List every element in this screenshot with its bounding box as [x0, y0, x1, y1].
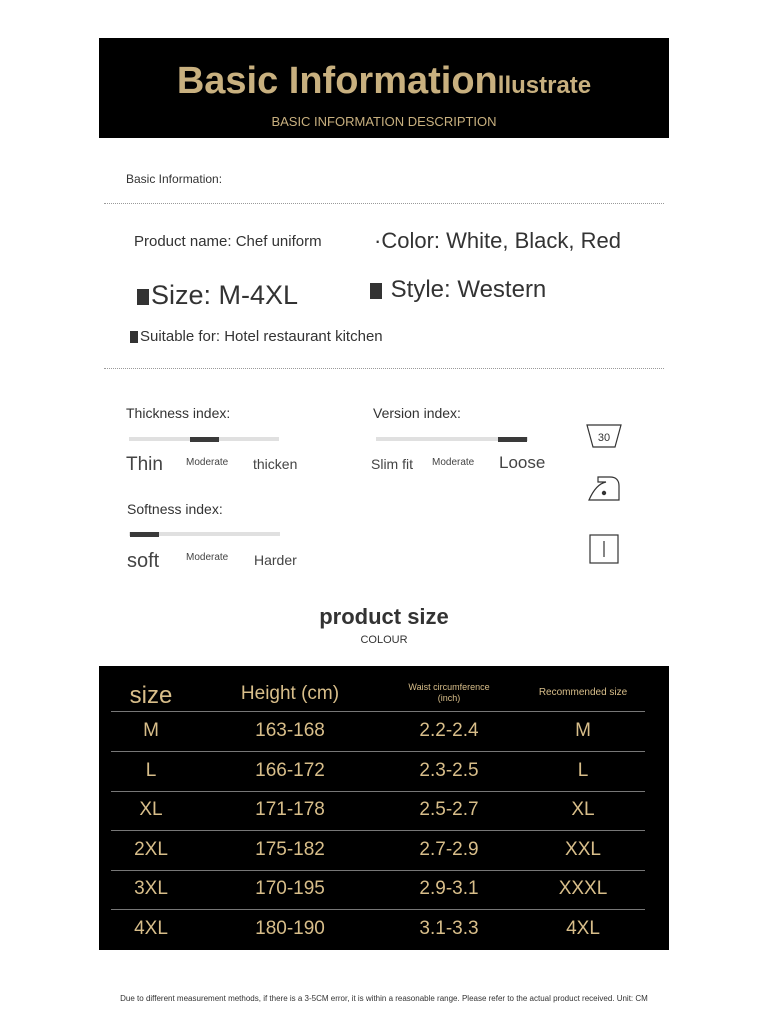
- bullet-box-icon: [130, 331, 138, 343]
- cell-height: 180-190: [255, 918, 325, 939]
- version-index-indicator: [498, 437, 527, 442]
- thickness-high-label: thicken: [253, 456, 298, 472]
- tumble-dry-icon: [588, 533, 620, 565]
- cell-waist: 2.3-2.5: [419, 759, 479, 781]
- table-divider: [111, 791, 645, 792]
- softness-high-label: Harder: [254, 552, 297, 568]
- product-style: Style: Western: [384, 276, 547, 303]
- table-divider: [111, 830, 645, 831]
- bullet-box-icon: [370, 283, 382, 299]
- product-size-subtitle: COLOUR: [360, 634, 408, 646]
- size-table: [99, 666, 669, 950]
- product-color: ·Color: White, Black, Red: [374, 228, 621, 253]
- header-title-main: Basic Information: [176, 60, 498, 102]
- version-mid-label: Moderate: [432, 457, 475, 468]
- version-low-label: Slim fit: [371, 456, 413, 472]
- cell-rec: M: [575, 720, 591, 741]
- cell-height: 166-172: [255, 759, 325, 781]
- wash-temp-text: 30: [597, 432, 611, 444]
- wash-30-icon: [584, 420, 624, 452]
- cell-size: 2XL: [134, 838, 168, 860]
- footnote: Due to different measurement methods, if there is a 3-5CM error, it is within a reasonable range. Please refer to the actual product received. Unit: CM: [120, 994, 648, 1003]
- table-divider: [111, 711, 645, 712]
- header-height: Height (cm): [240, 683, 340, 704]
- table-divider: [111, 751, 645, 752]
- cell-rec: XXXL: [558, 878, 608, 900]
- iron-low-icon: [586, 474, 622, 504]
- product-size-row: [137, 280, 298, 311]
- thickness-index-title: Thickness index:: [126, 405, 231, 421]
- cell-height: 175-182: [255, 838, 325, 860]
- cell-waist: 2.7-2.9: [419, 838, 479, 860]
- table-divider: [111, 909, 645, 910]
- version-high-label: Loose: [499, 453, 546, 472]
- cell-waist: 2.2-2.4: [419, 720, 479, 741]
- product-size: Size: M-4XL: [151, 280, 299, 310]
- table-divider: [111, 870, 645, 871]
- product-suitable: Suitable for: Hotel restaurant kitchen: [140, 328, 383, 345]
- cell-waist: 3.1-3.3: [419, 918, 479, 939]
- cell-height: 163-168: [255, 720, 325, 741]
- product-name: Product name: Chef uniform: [134, 233, 322, 250]
- product-style-row: [370, 276, 546, 304]
- cell-waist: 2.9-3.1: [419, 878, 479, 900]
- cell-rec: 4XL: [566, 918, 600, 939]
- cell-rec: XL: [571, 799, 595, 821]
- cell-size: L: [145, 759, 157, 781]
- version-index-track: [376, 437, 528, 441]
- cell-waist: 2.5-2.7: [419, 799, 479, 821]
- product-suitable-row: [130, 328, 383, 345]
- thickness-mid-label: Moderate: [186, 457, 229, 468]
- divider-middle: [104, 368, 664, 369]
- product-size-title: product size: [319, 604, 449, 629]
- thickness-low-label: Thin: [126, 454, 163, 475]
- softness-mid-label: Moderate: [186, 552, 229, 563]
- softness-low-label: soft: [127, 550, 160, 572]
- header-waist-line2: (inch): [437, 693, 461, 703]
- cell-height: 170-195: [255, 878, 325, 900]
- cell-size: 4XL: [134, 918, 168, 939]
- cell-rec: XXL: [565, 838, 601, 860]
- divider-top: [104, 203, 664, 204]
- header-banner: [99, 38, 669, 138]
- header-recommended: Recommended size: [538, 687, 628, 698]
- thickness-index-track: [129, 437, 279, 441]
- cell-size: M: [143, 720, 159, 741]
- thickness-index-indicator: [190, 437, 219, 442]
- softness-index-track: [129, 532, 280, 536]
- cell-size: XL: [139, 799, 163, 821]
- header-title-suffix: llustrate: [497, 72, 592, 99]
- basic-info-label: Basic Information:: [126, 172, 223, 186]
- header-title: [99, 60, 669, 103]
- softness-index-title: Softness index:: [127, 501, 223, 517]
- softness-index-indicator: [130, 532, 159, 537]
- cell-size: 3XL: [134, 878, 168, 900]
- header-waist-line1: Waist circumference: [408, 682, 490, 692]
- header-description: BASIC INFORMATION DESCRIPTION: [271, 114, 497, 129]
- cell-rec: L: [577, 759, 589, 781]
- version-index-title: Version index:: [373, 405, 461, 421]
- cell-height: 171-178: [255, 799, 325, 821]
- header-size: size: [129, 682, 173, 709]
- bullet-box-icon: [137, 289, 149, 305]
- header-waist: [379, 682, 519, 704]
